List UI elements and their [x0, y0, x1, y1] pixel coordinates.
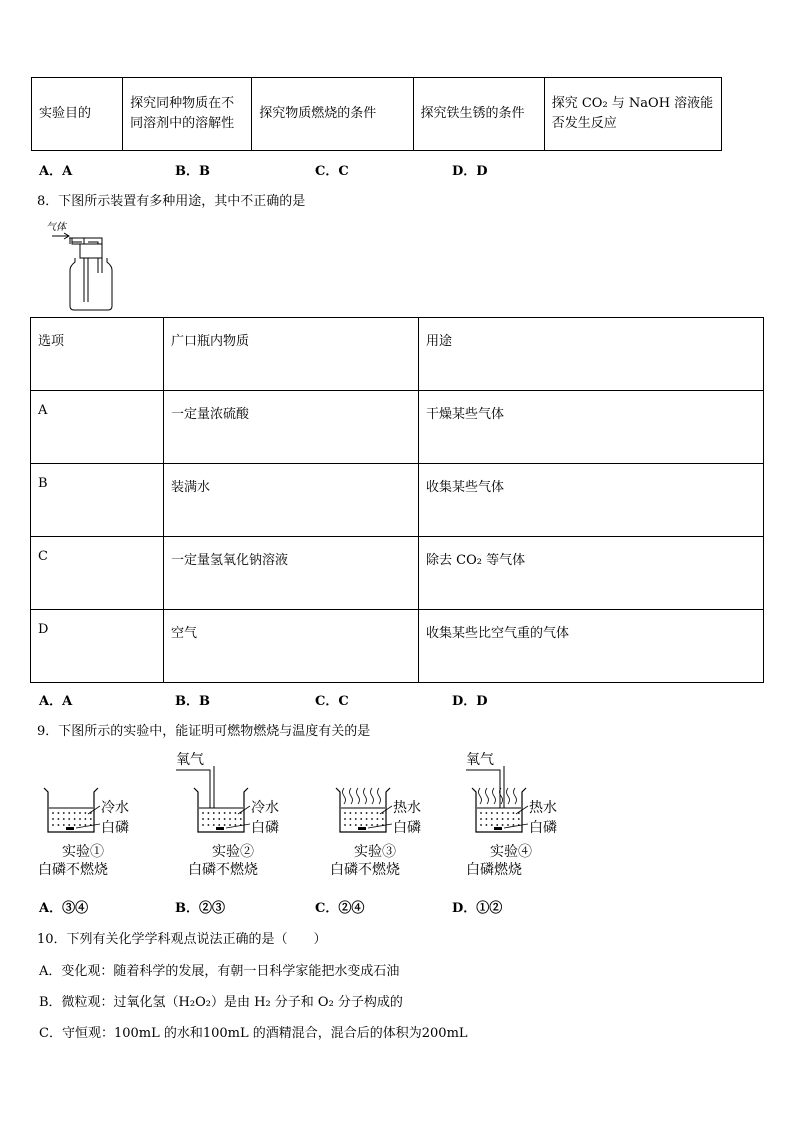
- q7-cell-4: 探究 CO₂ 与 NaOH 溶液能否发生反应: [544, 78, 721, 151]
- phosphorus-label: 白磷: [251, 820, 279, 836]
- q10-option-c[interactable]: C．守恒观：100mL 的水和100mL 的酒精混合，混合后的体积为200mL: [39, 1026, 468, 1041]
- table-row: [31, 464, 764, 537]
- q9-option-c[interactable]: C．②④: [315, 901, 365, 916]
- q8-header-option: 选项: [31, 318, 164, 391]
- q8-option-c[interactable]: C．C: [315, 694, 349, 709]
- q8-cell: A: [31, 391, 164, 464]
- q8-cell: 空气: [164, 610, 419, 683]
- phosphorus-label: 白磷: [393, 820, 421, 836]
- q8-cell: 一定量氢氧化钠溶液: [164, 537, 419, 610]
- q8-header-row: [31, 318, 764, 391]
- q8-option-b[interactable]: B．B: [175, 694, 210, 709]
- q7-option-d[interactable]: D．D: [452, 164, 488, 179]
- q8-cell: 收集某些比空气重的气体: [419, 610, 764, 683]
- q7-option-c[interactable]: C．C: [315, 164, 349, 179]
- table-row: [31, 391, 764, 464]
- table-row: [31, 537, 764, 610]
- q8-figure-label: 气体: [46, 222, 66, 233]
- q7-row-header: 实验目的: [32, 78, 123, 151]
- q9-option-a[interactable]: A．③④: [39, 901, 89, 916]
- q8-cell: 收集某些气体: [419, 464, 764, 537]
- phosphorus-label: 白磷: [101, 820, 129, 836]
- q8-cell: 干燥某些气体: [419, 391, 764, 464]
- q8-header-use: 用途: [419, 318, 764, 391]
- q8-cell: 一定量浓硫酸: [164, 391, 419, 464]
- phosphorus-label: 白磷: [529, 820, 557, 836]
- experiment-2: [176, 748, 316, 883]
- experiment-3: [326, 748, 456, 883]
- experiment-1: [36, 748, 166, 883]
- q8-cell: B: [31, 464, 164, 537]
- gas-washing-bottle-figure: [40, 218, 120, 314]
- q9-stem: 9．下图所示的实验中，能证明可燃物燃烧与温度有关的是: [37, 724, 371, 739]
- q7-cell-3: 探究铁生锈的条件: [413, 78, 544, 151]
- water-label: 热水: [393, 800, 421, 816]
- q7-cell-1: 探究同种物质在不同溶剂中的溶解性: [123, 78, 252, 151]
- experiment-result: 白磷燃烧: [466, 862, 522, 878]
- q8-cell: D: [31, 610, 164, 683]
- water-label: 冷水: [251, 800, 279, 816]
- experiment-name: 实验①: [62, 844, 104, 860]
- q10-option-b[interactable]: B．微粒观：过氧化氢（H₂O₂）是由 H₂ 分子和 O₂ 分子构成的: [39, 995, 403, 1010]
- q9-option-b[interactable]: B．②③: [175, 901, 225, 916]
- q8-option-d[interactable]: D．D: [452, 694, 488, 709]
- q8-table: [30, 317, 764, 683]
- experiment-result: 白磷不燃烧: [38, 862, 108, 878]
- q8-cell: 除去 CO₂ 等气体: [419, 537, 764, 610]
- water-label: 热水: [529, 800, 557, 816]
- q8-header-substance: 广口瓶内物质: [164, 318, 419, 391]
- q10-option-a[interactable]: A．变化观：随着科学的发展，有朝一日科学家能把水变成石油: [39, 964, 400, 979]
- q7-cell-2: 探究物质燃烧的条件: [252, 78, 413, 151]
- q10-stem: 10．下列有关化学学科观点说法正确的是（ ）: [37, 932, 327, 947]
- q7-option-b[interactable]: B．B: [175, 164, 210, 179]
- experiment-result: 白磷不燃烧: [188, 862, 258, 878]
- q7-option-a[interactable]: A．A: [39, 164, 73, 179]
- oxygen-label: 氧气: [466, 752, 494, 768]
- experiment-result: 白磷不燃烧: [330, 862, 400, 878]
- q8-option-a[interactable]: A．A: [39, 694, 73, 709]
- q9-option-d[interactable]: D．①②: [452, 901, 503, 916]
- table-row: [31, 610, 764, 683]
- q7-table: [31, 77, 722, 151]
- experiment-4: [462, 748, 592, 883]
- experiment-name: 实验③: [354, 844, 396, 860]
- experiment-name: 实验④: [490, 844, 532, 860]
- water-label: 冷水: [101, 800, 129, 816]
- oxygen-label: 氧气: [176, 752, 204, 768]
- q8-cell: C: [31, 537, 164, 610]
- q8-stem: 8．下图所示装置有多种用途，其中不正确的是: [37, 194, 306, 209]
- q8-cell: 装满水: [164, 464, 419, 537]
- experiment-name: 实验②: [212, 844, 254, 860]
